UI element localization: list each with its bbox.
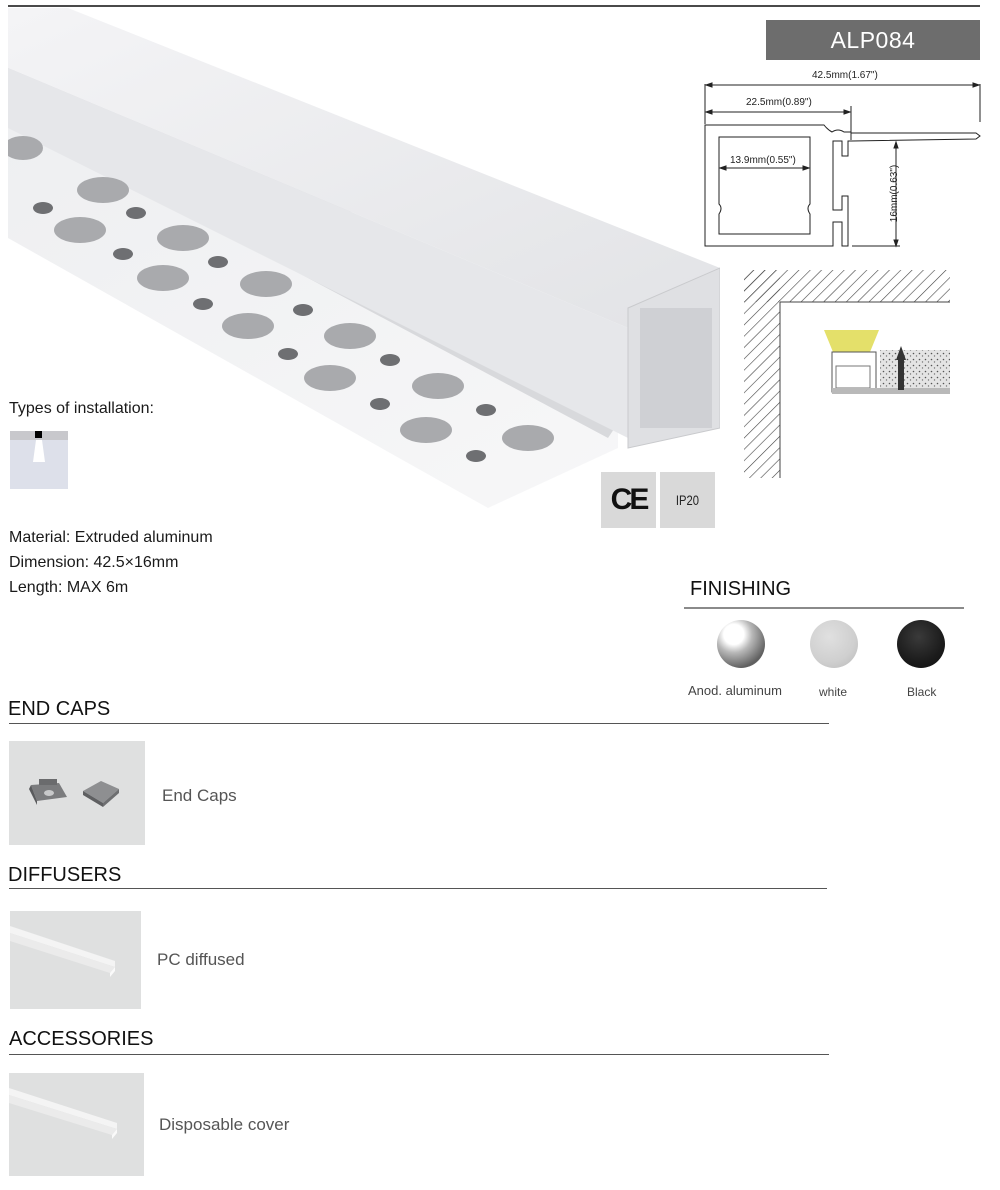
ip-rating-icon [660,472,715,528]
end-caps-thumbnail [9,741,145,845]
finish-swatch-black[interactable] [897,620,945,668]
ip-rating-label: IP20 [675,492,700,508]
dim-height: 16mm(0.63") [889,164,901,223]
cover-strip-icon [9,1073,144,1176]
accessory-thumbnail [9,1073,144,1176]
installation-diagram [744,268,954,482]
diffuser-label: PC diffused [157,950,245,969]
finishing-section [684,578,964,699]
ce-mark-icon: CE [601,472,656,528]
end-caps-title: END CAPS [8,698,111,720]
diffusers-rule [9,888,827,889]
diffuser-thumbnail [10,911,141,1009]
diffuser-strip-icon [10,911,141,1009]
accessory-label: Disposable cover [159,1115,290,1134]
dim-body-width: 22.5mm(0.89") [746,97,812,108]
accessories-title: ACCESSORIES [9,1028,154,1050]
accessories-rule [9,1054,829,1055]
spec-length: Length: MAX 6m [9,579,129,596]
spec-material: Material: Extruded aluminum [9,529,213,546]
dim-total-width: 42.5mm(1.67") [812,70,878,81]
spec-list [9,525,213,600]
dim-inner-width: 13.9mm(0.55") [730,155,796,166]
diffusers-title: DIFFUSERS [8,864,122,886]
finish-label-black: Black [907,685,937,699]
finish-swatch-white[interactable] [810,620,858,668]
installation-title: Types of installation: [9,400,154,417]
spec-dimension: Dimension: 42.5×16mm [9,554,179,571]
top-rule [8,5,980,7]
cross-section-drawing [700,64,990,260]
end-caps-label: End Caps [162,786,237,805]
end-caps-rule [9,723,829,724]
product-image [8,8,720,520]
model-badge: ALP084 [766,20,980,60]
recessed-ceiling-icon [10,431,68,489]
finish-label-anodized: Anod. aluminum [688,683,782,698]
finishing-title: FINISHING [684,578,964,609]
finish-swatch-anodized[interactable] [717,620,765,668]
end-cap-icon [9,741,145,845]
finish-label-white: white [819,685,848,699]
